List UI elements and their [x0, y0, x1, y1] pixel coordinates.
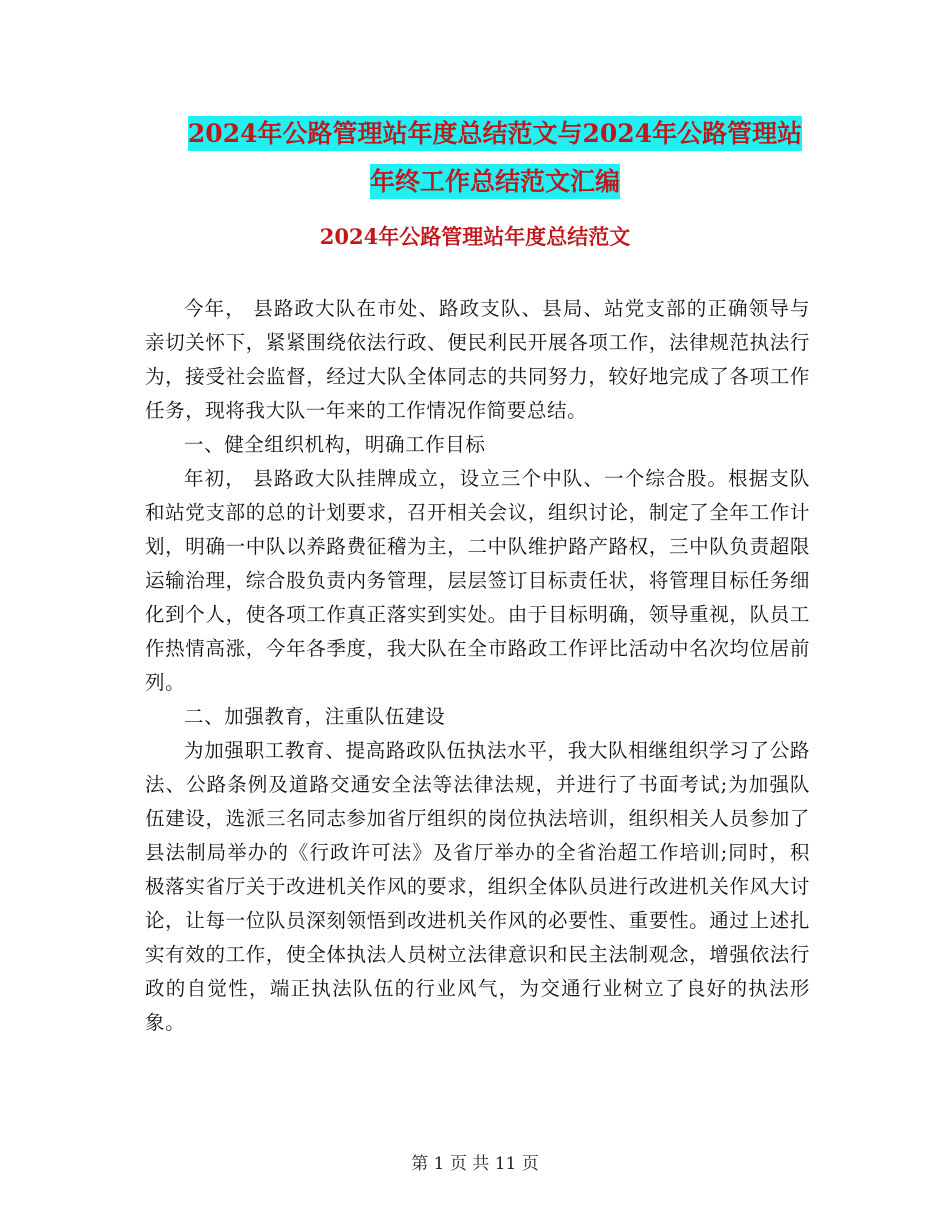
section-title: 2024年公路管理站年度总结范文 [319, 224, 631, 249]
page-number: 第 1 页 共 11 页 [411, 1154, 539, 1174]
paragraph-intro: 今年， 县路政大队在市处、路政支队、县局、站党支部的正确领导与亲切关怀下，紧紧围绕依法行政、便民利民开展各项工作，法律规范执法行为，接受社会监督，经过大队全体同志的共同努力，较好地完成了各项工作任务，现将我大队一年来的工作情况作简要总结。 [145, 297, 810, 422]
paragraph-organization: 年初， 县路政大队挂牌成立，设立三个中队、一个综合股。根据支队和站党支部的总的计划要求，召开相关会议，组织讨论，制定了全年工作计划，明确一中队以养路费征稽为主，二中队维护路产路权，三中队负责超限运输治理，综合股负责内务管理，层层签订目标责任状，将管理目标任务细化到个人，使各项工作真正落实到实处。由于目标明确，领导重视，队员工作热情高涨，今年各季度，我大队在全市路政工作评比活动中名次均位居前列。 [145, 467, 810, 694]
document-body [145, 292, 810, 1040]
heading-two: 二、加强教育，注重队伍建设 [184, 705, 446, 728]
heading-one: 一、健全组织机构，明确工作目标 [184, 433, 486, 456]
paragraph-education: 为加强职工教育、提高路政队伍执法水平，我大队相继组织学习了公路法、公路条例及道路交通安全法等法律法规，并进行了书面考试;为加强队伍建设，选派三名同志参加省厅组织的岗位执法培训，组织相关人员参加了县法制局举办的《行政许可法》及省厅举办的全省治超工作培训;同时，积极落实省厅关于改进机关作风的要求，组织全体队员进行改进机关作风大讨论，让每一位队员深刻领悟到改进机关作风的必要性、重要性。通过上述扎实有效的工作，使全体执法人员树立法律意识和民主法制观念，增强依法行政的自觉性，端正执法队伍的行业风气，为交通行业树立了良好的执法形象。 [145, 739, 810, 1034]
title-line-2: 年终工作总结范文汇编 [370, 164, 620, 199]
document-title [140, 110, 850, 206]
title-line-1: 2024年公路管理站年度总结范文与2024年公路管理站 [188, 116, 802, 151]
